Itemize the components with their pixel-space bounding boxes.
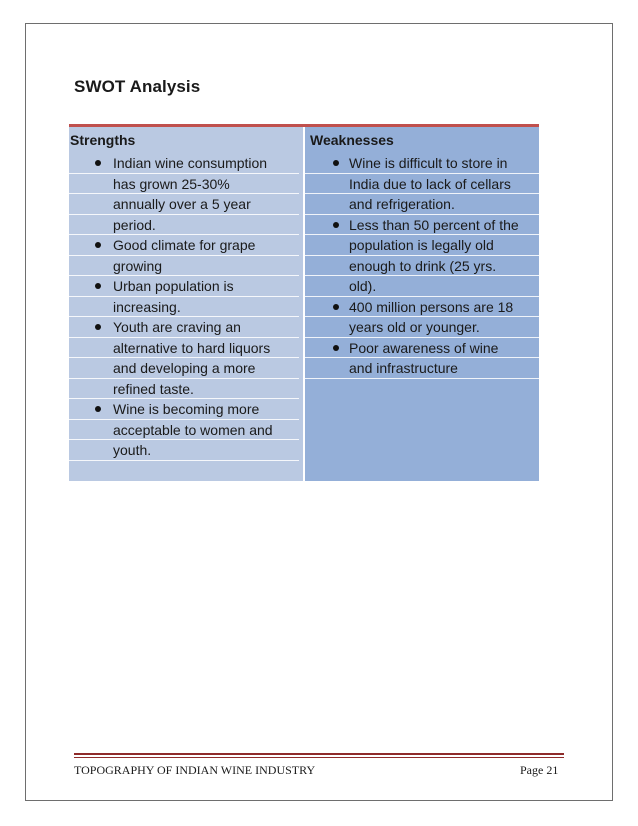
strengths-item-line: youth. bbox=[113, 442, 152, 458]
bullet-icon bbox=[95, 324, 101, 330]
swot-table bbox=[69, 124, 539, 481]
table-row-rule bbox=[305, 275, 540, 276]
weaknesses-item-line: old). bbox=[349, 278, 377, 294]
bullet-icon bbox=[333, 345, 339, 351]
footer-title: TOPOGRAPHY OF INDIAN WINE INDUSTRY bbox=[74, 763, 316, 777]
page-heading: SWOT Analysis bbox=[74, 77, 201, 96]
strengths-item-line: annually over a 5 year bbox=[113, 196, 251, 212]
table-row-rule bbox=[69, 439, 299, 440]
strengths-item-line: growing bbox=[113, 257, 163, 274]
bullet-icon bbox=[95, 242, 101, 248]
bullet-icon bbox=[333, 160, 339, 166]
strengths-item-line: Urban population is bbox=[113, 278, 234, 294]
table-row-rule bbox=[69, 460, 299, 461]
strengths-item-line: Youth are craving an bbox=[113, 319, 241, 335]
weaknesses-item-line: years old or younger. bbox=[349, 319, 480, 335]
strengths-item-line: Good climate for grape bbox=[113, 237, 256, 253]
weaknesses-item-line: 400 million persons are 18 bbox=[349, 298, 514, 315]
footer-rule-thick bbox=[74, 753, 564, 755]
weaknesses-item-line: enough to drink (25 yrs. bbox=[349, 257, 497, 274]
page-number: Page 21 bbox=[520, 763, 559, 777]
strengths-item-line: increasing. bbox=[113, 298, 181, 315]
bullet-icon bbox=[333, 304, 339, 310]
strengths-item-line: has grown 25-30% bbox=[113, 175, 230, 192]
weaknesses-column bbox=[304, 127, 539, 481]
weaknesses-item-line: Less than 50 percent of the bbox=[349, 216, 519, 233]
bullet-icon bbox=[333, 222, 339, 228]
strengths-item-line: Indian wine consumption bbox=[113, 155, 268, 171]
strengths-item-line: alternative to hard liquors bbox=[113, 339, 271, 356]
table-row-rule bbox=[69, 255, 299, 256]
weaknesses-item-line: and infrastructure bbox=[349, 360, 458, 376]
table-row-rule bbox=[69, 214, 299, 215]
strengths-item-line: acceptable to women and bbox=[113, 421, 273, 438]
table-row-rule bbox=[69, 296, 299, 297]
weaknesses-item-line: Wine is difficult to store in bbox=[349, 155, 508, 171]
strengths-item-line: and developing a more bbox=[113, 360, 256, 376]
bullet-icon bbox=[95, 160, 101, 166]
strengths-item-line: refined taste. bbox=[113, 380, 194, 397]
weaknesses-title: Weaknesses bbox=[310, 132, 394, 148]
strengths-item-line: period. bbox=[113, 216, 156, 233]
weaknesses-item-line: Poor awareness of wine bbox=[349, 339, 499, 356]
footer-rule-thin bbox=[74, 757, 564, 758]
weaknesses-item-line: population is legally old bbox=[349, 237, 494, 253]
strengths-item-line: Wine is becoming more bbox=[113, 401, 260, 417]
table-row-rule bbox=[305, 378, 540, 379]
strengths-column bbox=[69, 127, 304, 481]
weaknesses-item-line: India due to lack of cellars bbox=[349, 175, 511, 192]
strengths-title: Strengths bbox=[70, 132, 136, 148]
weaknesses-item-line: and refrigeration. bbox=[349, 196, 455, 212]
bullet-icon bbox=[95, 283, 101, 289]
bullet-icon bbox=[95, 406, 101, 412]
